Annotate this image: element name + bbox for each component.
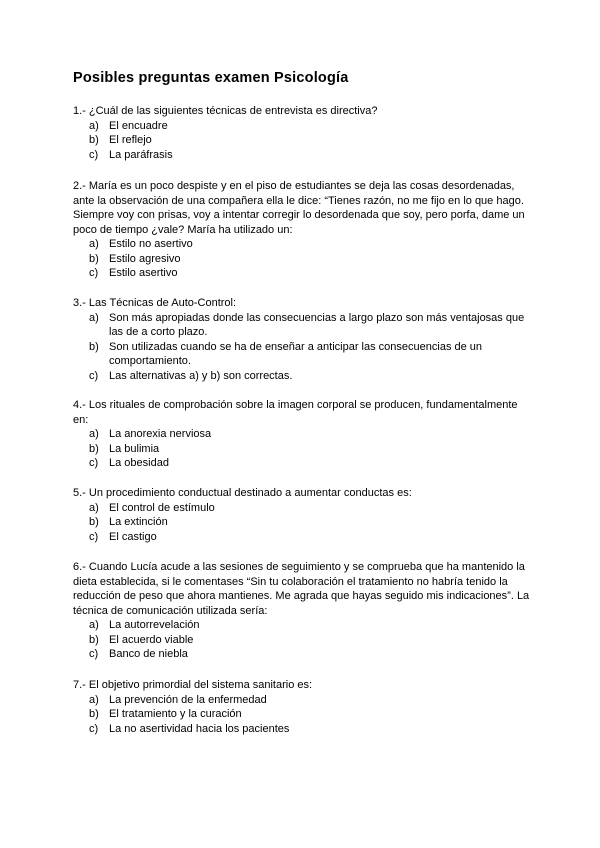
option-b: b) El acuerdo viable xyxy=(89,633,194,646)
option-a: a) La prevención de la enfermedad xyxy=(89,693,267,706)
question-4 xyxy=(73,398,533,471)
option-a: a) Estilo no asertivo xyxy=(89,238,193,250)
question-7 xyxy=(73,678,533,736)
question-stem: 4.- Los rituales de comprobación sobre la imagen corporal se producen, fundamentalmente en: xyxy=(73,399,518,426)
option-c: c) Las alternativas a) y b) son correctas. xyxy=(89,369,293,382)
option-b: b) La extinción xyxy=(89,516,168,528)
options-list xyxy=(73,618,533,662)
options-list xyxy=(73,501,533,545)
document-title: Posibles preguntas examen Psicología xyxy=(73,70,349,86)
option-b: b) El tratamiento y la curación xyxy=(89,708,242,720)
question-2 xyxy=(73,179,533,281)
option-a: a) La anorexia nerviosa xyxy=(89,428,212,440)
options-list xyxy=(73,237,533,281)
option-c: c) La paráfrasis xyxy=(89,148,173,161)
options-list xyxy=(73,311,533,384)
option-c: c) La no asertividad hacia los pacientes xyxy=(89,722,290,735)
question-stem: 6.- Cuando Lucía acude a las sesiones de seguimiento y se comprueba que ha mantenido la dieta establecida, si le comentases “Sin tu colaboración el tratamiento no habría tenido la reducción de peso que ahora mantienes. Me agrada que hayas seguido mis indicaciones”. La técnica de comunicación utilizada sería: xyxy=(73,561,530,617)
question-6 xyxy=(73,560,533,662)
option-b: b) Son utilizadas cuando se ha de enseñar a anticipar las consecuencias de un comportamiento. xyxy=(89,340,483,367)
option-a: a) Son más apropiadas donde las consecuencias a largo plazo son más ventajosas que las de a corto plazo. xyxy=(89,311,525,338)
question-stem: 1.- ¿Cuál de las siguientes técnicas de entrevista es directiva? xyxy=(73,105,378,117)
options-list xyxy=(73,119,533,163)
option-c: c) La obesidad xyxy=(89,457,169,469)
option-b: b) La bulimia xyxy=(89,442,160,455)
option-a: a) La autorrevelación xyxy=(89,619,200,631)
options-list xyxy=(73,427,533,471)
question-stem: 5.- Un procedimiento conductual destinado a aumentar conductas es: xyxy=(73,487,412,499)
option-b: b) El reflejo xyxy=(89,134,152,146)
option-a: a) El control de estímulo xyxy=(89,501,215,514)
question-stem: 3.- Las Técnicas de Auto-Control: xyxy=(73,297,237,309)
question-stem: 2.- María es un poco despiste y en el piso de estudiantes se deja las cosas desordenadas, ante la observación de una compañera ella le dice: “Tienes razón, no me fijo en lo que hago. Siempre voy con prisas, voy a intentar corregir lo desordenada que soy, pero porfa, dame un poco de tiempo ¿vale? María ha utilizado un: xyxy=(73,180,525,236)
option-a: a) El encuadre xyxy=(89,119,168,132)
option-b: b) Estilo agresivo xyxy=(89,252,181,265)
option-c: c) El castigo xyxy=(89,530,157,543)
question-1 xyxy=(73,104,533,162)
question-5 xyxy=(73,486,533,544)
question-3 xyxy=(73,296,533,383)
option-c: c) Banco de niebla xyxy=(89,648,188,660)
option-c: c) Estilo asertivo xyxy=(89,267,178,279)
options-list xyxy=(73,693,533,737)
question-stem: 7.- El objetivo primordial del sistema sanitario es: xyxy=(73,679,313,691)
